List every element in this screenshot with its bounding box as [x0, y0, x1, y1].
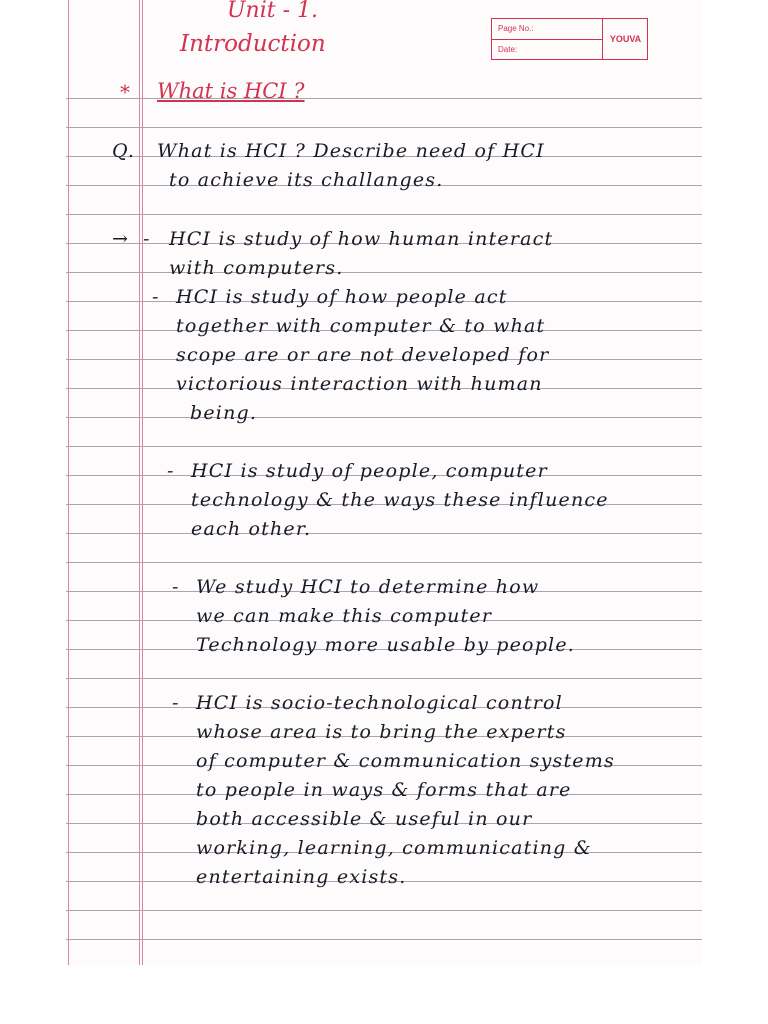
bullet-marker: - — [172, 692, 180, 714]
question-marker: Q. — [112, 140, 136, 162]
answer-line: each other. — [191, 518, 312, 540]
left-margin-line — [68, 0, 69, 965]
unit-title: Unit - 1. — [227, 0, 318, 23]
ruled-line — [66, 562, 702, 563]
answer-line: We study HCI to determine how — [196, 576, 540, 598]
answer-line: HCI is socio-technological control — [196, 692, 563, 714]
answer-line: working, learning, communicating & — [196, 837, 592, 859]
answer-arrow: → — [112, 228, 130, 250]
page-date-stamp — [491, 18, 648, 60]
ruled-line — [66, 910, 702, 911]
answer-line: whose area is to bring the experts — [196, 721, 567, 743]
answer-line: Technology more usable by people. — [196, 634, 576, 656]
ruled-line — [66, 272, 702, 273]
answer-line: HCI is study of how human interact — [169, 228, 554, 250]
ruled-line — [66, 417, 702, 418]
ruled-line — [66, 533, 702, 534]
topic-bullet: * — [120, 80, 130, 104]
chapter-title: Introduction — [180, 31, 326, 57]
bullet-marker: - — [172, 576, 180, 598]
ruled-line — [66, 214, 702, 215]
question-line: to achieve its challanges. — [169, 169, 444, 191]
answer-line: victorious interaction with human — [176, 373, 543, 395]
answer-line: being. — [190, 402, 258, 424]
question-line: What is HCI ? Describe need of HCI — [157, 140, 545, 162]
answer-line: HCI is study of how people act — [176, 286, 508, 308]
answer-line: HCI is study of people, computer — [191, 460, 548, 482]
bullet-marker: - — [167, 460, 175, 482]
bullet-marker: - — [152, 286, 160, 308]
ruled-line — [66, 939, 702, 940]
answer-line: with computers. — [169, 257, 344, 279]
answer-line: entertaining exists. — [196, 866, 407, 888]
answer-line: both accessible & useful in our — [196, 808, 533, 830]
ruled-line — [66, 678, 702, 679]
bullet-marker: - — [143, 228, 151, 250]
brand-logo: YOUVA — [602, 19, 648, 59]
margin-line-2 — [142, 0, 143, 965]
answer-line: together with computer & to what — [176, 315, 546, 337]
answer-line: we can make this computer — [196, 605, 493, 627]
answer-line: technology & the ways these influence — [191, 489, 609, 511]
topic-heading: What is HCI ? — [157, 79, 305, 103]
page-no-label: Page No.: — [492, 19, 602, 40]
date-label: Date: — [498, 45, 518, 54]
answer-line: to people in ways & forms that are — [196, 779, 572, 801]
margin-line-1 — [139, 0, 140, 965]
answer-line: of computer & communication systems — [196, 750, 615, 772]
ruled-line — [66, 127, 702, 128]
answer-line: scope are or are not developed for — [176, 344, 550, 366]
ruled-line — [66, 446, 702, 447]
